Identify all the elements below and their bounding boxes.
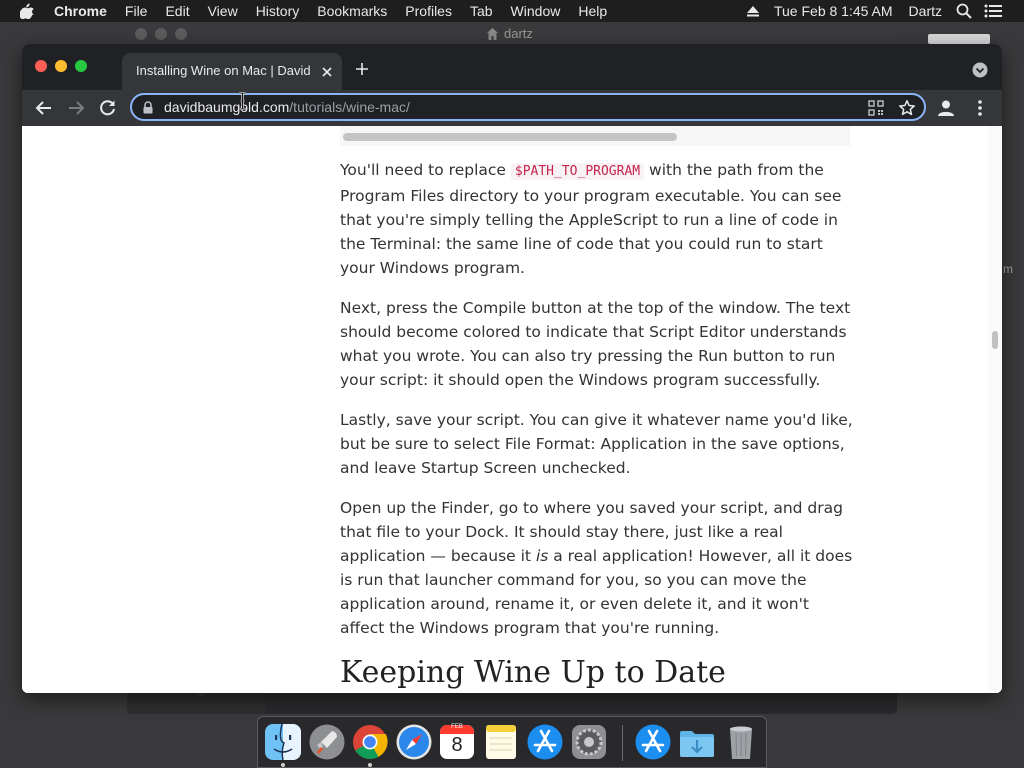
app-store-icon[interactable] — [634, 723, 672, 761]
launchpad-icon[interactable] — [308, 723, 346, 761]
page-scrollbar[interactable] — [988, 126, 1002, 693]
url-host: davidbaumgold.com — [164, 99, 290, 115]
finder-running-indicator — [281, 763, 285, 767]
eject-icon[interactable] — [746, 5, 760, 17]
emphasis-text: is — [535, 547, 549, 565]
window-close-button[interactable] — [35, 60, 47, 72]
reload-icon[interactable] — [99, 99, 117, 117]
menu-edit[interactable]: Edit — [165, 3, 190, 19]
menu-view[interactable]: View — [207, 3, 238, 19]
bg-close-dot[interactable] — [135, 28, 147, 40]
menu-bar — [0, 0, 1024, 22]
bg-minimize-dot[interactable] — [155, 28, 167, 40]
spotlight-search-icon[interactable] — [956, 3, 972, 19]
menu-bookmarks[interactable]: Bookmarks — [317, 3, 388, 19]
article-paragraph: Lastly, save your script. You can give it whatever name you'd like, but be sure to select File Format: Application in the save options, and leave Startup Screen unchecked. — [340, 411, 853, 477]
article-paragraph: Next, press the Compile button at the top of the window. The text should become colored to indicate that Script Editor understands what you wrote. You can also try pressing the Run button to run your script: it should open the Windows program successfully. — [340, 299, 851, 389]
bg-zoom-dot[interactable] — [175, 28, 187, 40]
notification-center-icon[interactable] — [984, 4, 1002, 18]
paragraph-text: Open up the Finder, go to where you saved your script, and drag that file to your Dock. It should stay there, just like a real application — because it — [340, 499, 843, 565]
tab-search-icon[interactable] — [972, 62, 988, 78]
menu-profiles[interactable]: Profiles — [405, 3, 452, 19]
tab-title: Installing Wine on Mac | David — [136, 63, 311, 78]
paragraph-text: with the path from the Program Files directory to your program executable. You can see that you're simply telling the AppleScript to run a line of code in the Terminal: the same line of code that you could run to start your Windows program. — [340, 161, 842, 277]
menu-user[interactable]: Dartz — [908, 3, 942, 19]
article-paragraph — [340, 158, 854, 280]
desktop-label-fragment: m — [1003, 262, 1013, 276]
url-path: /tutorials/wine-mac/ — [289, 99, 410, 115]
menu-history[interactable]: History — [255, 3, 300, 19]
address-bar[interactable] — [130, 93, 926, 121]
dock-separator — [622, 725, 623, 761]
dock — [257, 716, 767, 768]
qr-code-icon[interactable] — [868, 100, 884, 116]
tab-strip — [22, 44, 1002, 90]
page-scrollbar-thumb[interactable] — [992, 331, 998, 349]
article-body — [340, 158, 854, 690]
chrome-icon[interactable] — [351, 723, 389, 761]
menu-tab[interactable]: Tab — [469, 3, 493, 19]
bookmark-star-icon[interactable] — [898, 99, 916, 117]
menu-app-chrome[interactable]: Chrome — [54, 3, 107, 19]
finder-icon[interactable] — [264, 723, 302, 761]
back-icon[interactable] — [35, 99, 53, 117]
chrome-running-indicator — [368, 763, 372, 767]
notes-icon[interactable] — [482, 723, 520, 761]
system-preferences-icon[interactable] — [570, 723, 608, 761]
window-zoom-button[interactable] — [75, 60, 87, 72]
forward-icon[interactable] — [67, 99, 85, 117]
url-text[interactable] — [164, 99, 410, 115]
menu-clock[interactable]: Tue Feb 8 1:45 AM — [773, 3, 893, 19]
background-window-title — [487, 26, 533, 41]
background-window-titlebar[interactable] — [127, 24, 897, 44]
chrome-window — [22, 44, 1002, 693]
menu-bar-status — [746, 0, 1024, 22]
safari-icon[interactable] — [395, 723, 433, 761]
apple-menu-icon[interactable] — [20, 3, 34, 19]
menu-file[interactable]: File — [124, 3, 148, 19]
browser-toolbar — [22, 90, 1002, 126]
tab-active[interactable] — [122, 53, 342, 90]
inline-code: $PATH_TO_PROGRAM — [511, 163, 644, 180]
calendar-month: FEB — [451, 724, 463, 730]
lock-icon[interactable] — [142, 101, 154, 114]
paragraph-text: You'll need to replace — [340, 161, 511, 179]
paragraph-text: a real application! However, all it does is run that launcher command for you, so you can move the application around, rename it, or even delete it, and it won't affect the Windows program that you're running. — [340, 547, 853, 637]
code-block-scrollbar-thumb[interactable] — [343, 133, 677, 141]
tab-close-icon[interactable] — [320, 65, 334, 79]
code-block-scrollbar[interactable] — [340, 126, 850, 146]
background-window-title-text: dartz — [504, 26, 533, 41]
page-content — [22, 126, 1002, 693]
profile-avatar-icon[interactable] — [936, 98, 956, 118]
text-cursor-icon — [238, 92, 247, 110]
trash-icon[interactable] — [722, 723, 760, 761]
section-heading: Keeping Wine Up to Date — [340, 655, 726, 690]
window-minimize-button[interactable] — [55, 60, 67, 72]
menu-help[interactable]: Help — [578, 3, 608, 19]
desktop-file-icon[interactable] — [928, 34, 990, 44]
calendar-day: 8 — [451, 734, 463, 756]
downloads-folder-icon[interactable] — [678, 723, 716, 761]
app-store-icon[interactable] — [526, 723, 564, 761]
menu-window[interactable]: Window — [510, 3, 561, 19]
home-folder-icon — [487, 28, 498, 40]
more-menu-icon[interactable] — [974, 99, 986, 117]
article-paragraph — [340, 496, 854, 640]
new-tab-icon[interactable] — [355, 62, 369, 76]
